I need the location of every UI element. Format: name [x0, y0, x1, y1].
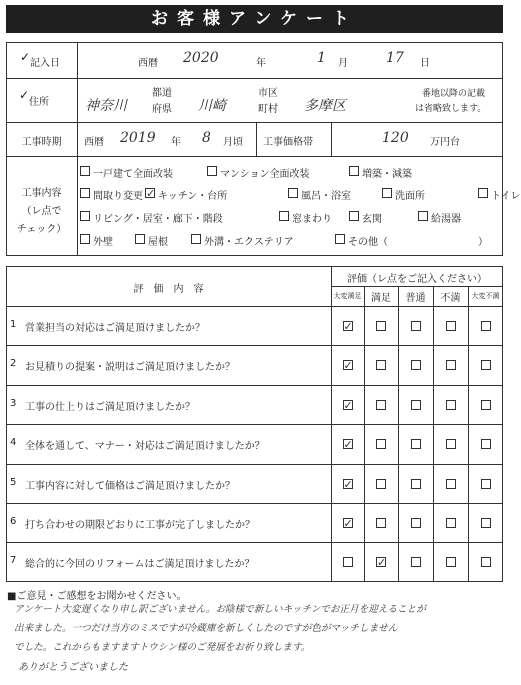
eval-question-number: 3 [10, 397, 17, 409]
work-option-checkbox[interactable] [80, 211, 90, 221]
date-month-value[interactable]: 1 [317, 50, 326, 66]
info-table [6, 42, 503, 256]
eval-question-text: 営業担当の対応はご満足頂けましたか？ [25, 323, 205, 334]
work-option-label: 外壁 [93, 237, 113, 248]
eval-scale-label: 普通 [405, 293, 426, 304]
eval-rating-checkbox[interactable] [376, 360, 386, 370]
eval-rating-checkbox[interactable] [343, 400, 353, 410]
work-option-label: トイレ [491, 191, 521, 202]
period-label: 工事時期 [21, 137, 62, 148]
work-option-label: キッチン・台所 [158, 191, 228, 202]
eval-scale-label: 不満 [440, 293, 461, 304]
work-option-checkbox[interactable] [80, 234, 90, 244]
eval-rating-checkbox[interactable] [343, 518, 353, 528]
eval-row-divider [6, 424, 503, 425]
date-year-value[interactable]: 2020 [183, 50, 219, 66]
check-mark-icon: ✓ [343, 438, 353, 452]
period-month-unit: 月頃 [223, 137, 243, 148]
work-option-checkbox[interactable] [80, 166, 90, 176]
work-option-label: 一戸建て全面改装 [93, 169, 173, 180]
eval-rating-checkbox[interactable] [411, 321, 421, 331]
eval-rating-checkbox[interactable] [343, 557, 353, 567]
eval-rating-checkbox[interactable] [446, 518, 456, 528]
eval-row-divider [6, 542, 503, 543]
eval-rating-checkbox[interactable] [481, 557, 491, 567]
work-option-checkbox[interactable] [349, 166, 359, 176]
work-option-label: 窓まわり [292, 214, 332, 225]
work-option-checkbox[interactable] [382, 188, 392, 198]
work-option-label: 屋根 [148, 237, 168, 248]
date-month-unit: 月 [338, 58, 348, 69]
work-option-label: 風呂・浴室 [301, 191, 351, 202]
address-kushi: 市区 [258, 88, 278, 99]
eval-question-number: 7 [10, 555, 17, 567]
comments-label: ■ご意見・ご感想をお聞かせください。 [7, 591, 187, 602]
eval-rating-checkbox[interactable] [376, 556, 387, 570]
eval-row-divider [6, 464, 503, 465]
period-month-value[interactable]: 8 [202, 130, 211, 146]
check-mark-icon: ✓ [377, 556, 387, 570]
address-label: 住所 [29, 97, 49, 108]
survey-title: お客様アンケート [6, 5, 503, 33]
eval-question-number: 5 [10, 476, 17, 488]
eval-rating-checkbox[interactable] [446, 557, 456, 567]
work-option-checkbox[interactable] [288, 188, 298, 198]
address-label-marker: ✓ [19, 88, 30, 102]
eval-rating-checkbox[interactable] [343, 359, 353, 373]
eval-question-text: 工事の仕上りはご満足頂けましたか？ [25, 401, 195, 413]
work-option-checkbox[interactable] [135, 234, 145, 244]
eval-question-number: 2 [10, 358, 17, 370]
work-option-checkbox[interactable] [80, 188, 90, 198]
eval-rating-checkbox[interactable] [446, 321, 456, 331]
work-label-line1: 工事内容 [21, 188, 62, 199]
eval-rating-checkbox[interactable] [376, 479, 386, 489]
check-mark-icon: ✓ [146, 187, 156, 200]
work-option-checkbox[interactable] [349, 211, 359, 221]
eval-header-content: 評 価 内 容 [133, 284, 204, 295]
eval-rating-checkbox[interactable] [481, 479, 491, 489]
eval-scale-label: 大変不満 [471, 292, 500, 300]
work-option-checkbox[interactable] [207, 166, 217, 176]
work-other-close: ） [478, 237, 488, 248]
date-label: 記入日 [30, 58, 60, 69]
work-option-checkbox[interactable] [279, 211, 289, 221]
address-note-line1: 番地以降の記載 [422, 89, 486, 99]
eval-rating-checkbox[interactable] [446, 400, 456, 410]
eval-question-text: 全体を通して、マナー・対応はご満足頂けましたか？ [25, 441, 265, 453]
eval-scale-label: 満足 [371, 293, 391, 304]
work-option-checkbox[interactable] [478, 188, 488, 198]
work-option-label: 玄関 [362, 214, 382, 225]
eval-rating-checkbox[interactable] [411, 479, 421, 489]
period-era: 西暦 [84, 137, 104, 148]
work-label-line2: （レ点で [21, 206, 62, 217]
eval-question-number: 1 [10, 319, 17, 330]
date-day-value[interactable]: 17 [386, 50, 404, 66]
eval-rating-checkbox[interactable] [411, 518, 421, 528]
address-note-line2: は省略致します。 [415, 104, 487, 114]
eval-rating-checkbox[interactable] [343, 438, 353, 452]
date-label-marker: ✓ [20, 50, 31, 64]
eval-row-divider [6, 385, 503, 386]
check-mark-icon: ✓ [343, 517, 353, 530]
eval-rating-checkbox[interactable] [376, 518, 386, 528]
work-option-checkbox[interactable] [335, 234, 345, 244]
eval-row-divider [6, 345, 503, 346]
eval-question-number: 6 [10, 516, 17, 527]
price-unit: 万円台 [430, 137, 460, 148]
check-mark-icon: ✓ [343, 359, 353, 373]
eval-rating-checkbox[interactable] [446, 360, 456, 370]
work-option-label: 増築・減築 [362, 169, 412, 180]
eval-rating-checkbox[interactable] [411, 400, 421, 410]
eval-question-text: 工事内容に対して価格はご満足頂けましたか？ [25, 480, 235, 492]
eval-scale-label: 大変満足 [333, 292, 362, 300]
work-option-checkbox[interactable] [145, 188, 155, 198]
eval-rating-checkbox[interactable] [481, 518, 491, 528]
eval-rating-checkbox[interactable] [481, 321, 491, 331]
work-option-label: 外溝・エクステリア [204, 237, 294, 248]
eval-rating-checkbox[interactable] [376, 439, 386, 449]
eval-rating-checkbox[interactable] [446, 439, 456, 449]
address-ward-value[interactable]: 多摩区 [304, 98, 346, 114]
eval-rating-checkbox[interactable] [481, 360, 491, 370]
eval-rating-checkbox[interactable] [376, 321, 386, 331]
period-year-value[interactable]: 2019 [120, 130, 156, 146]
eval-rating-checkbox[interactable] [411, 557, 421, 567]
check-mark-icon: ✓ [343, 320, 353, 333]
eval-row-divider [6, 503, 503, 504]
work-option-checkbox[interactable] [418, 211, 428, 221]
address-fuken: 府県 [152, 104, 172, 115]
eval-rating-checkbox[interactable] [481, 439, 491, 449]
price-label: 工事価格帯 [263, 137, 313, 148]
price-value[interactable]: 120 [382, 130, 409, 146]
eval-rating-checkbox[interactable] [481, 400, 491, 410]
date-day-unit: 日 [420, 58, 430, 69]
period-year-unit: 年 [171, 137, 181, 148]
comment-line: 出来ました。一つだけ当方のミスですが冷蔵庫を新しくしたのですが色がマッチしません [14, 623, 398, 634]
address-chouson: 町村 [258, 104, 278, 115]
address-pref-value[interactable]: 神奈川 [85, 98, 127, 114]
work-option-label: 給湯器 [431, 214, 461, 225]
eval-question-text: お見積りの提案・説明はご満足頂けましたか？ [25, 362, 235, 374]
eval-rating-checkbox[interactable] [343, 479, 353, 489]
work-option-checkbox[interactable] [191, 234, 201, 244]
date-era: 西暦 [138, 58, 158, 69]
comment-line: ありがとうございました [18, 662, 128, 673]
date-year-unit: 年 [256, 58, 266, 69]
eval-question-text: 総合的に今回のリフォームはご満足頂けましたか？ [25, 559, 255, 571]
eval-rating-checkbox[interactable] [411, 360, 421, 370]
address-city-value[interactable]: 川崎 [198, 98, 226, 114]
eval-header-rating: 評価（レ点をご記入ください） [347, 274, 487, 285]
work-option-label: その他（ [348, 237, 388, 248]
work-option-label: マンション全面改装 [220, 169, 310, 180]
eval-rating-checkbox[interactable] [376, 400, 386, 410]
check-mark-icon: ✓ [343, 477, 353, 491]
work-label-line3: チェック） [16, 224, 67, 235]
work-option-label: 洗面所 [395, 191, 425, 202]
check-mark-icon: ✓ [343, 398, 353, 412]
eval-question-text: 打ち合わせの期限どおりに工事が完了しましたか？ [25, 520, 255, 531]
work-option-label: リビング・居室・廊下・階段 [93, 214, 223, 225]
eval-question-number: 4 [10, 437, 17, 449]
comment-line: でした。これからもますますトウシン様のご発展をお祈り致します。 [14, 642, 311, 653]
comment-line: アンケート大変遅くなり申し訳ございません。お陰様で新しいキッチンでお正月を迎えることが [14, 604, 426, 615]
eval-rating-checkbox[interactable] [446, 479, 456, 489]
eval-rating-checkbox[interactable] [343, 321, 353, 331]
address-todo: 都道 [152, 88, 172, 99]
work-option-label: 間取り変更 [93, 191, 143, 202]
eval-rating-checkbox[interactable] [411, 439, 421, 449]
